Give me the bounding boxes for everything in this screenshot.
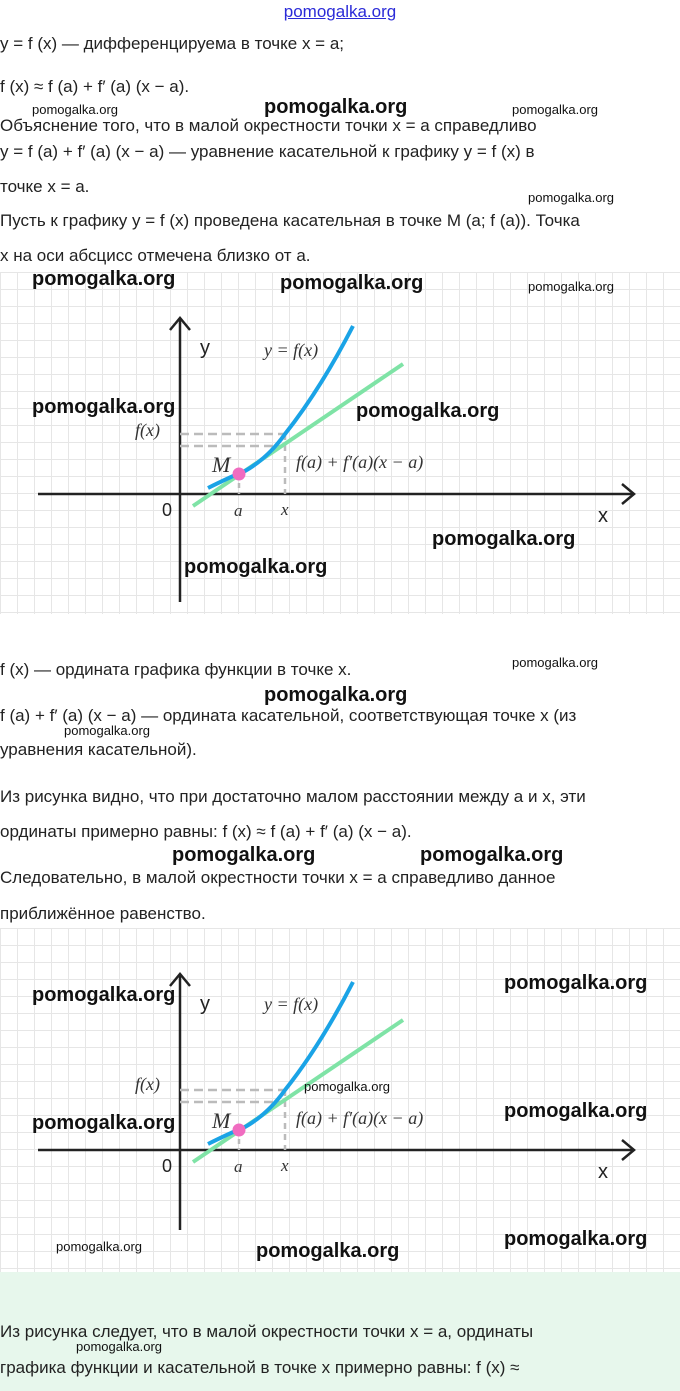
x-tick-label: x [281, 1156, 289, 1175]
watermark: pomogalka.org [76, 1339, 162, 1354]
curve-label: y = f(x) [264, 994, 319, 1014]
watermark: pomogalka.org [184, 556, 328, 578]
text-line-4: y = f (a) + f′ (a) (x − a) — уравнение касательной к графику y = f (x) в [0, 142, 535, 161]
watermark: pomogalka.org [64, 723, 150, 738]
graph-1 [0, 272, 680, 614]
x-axis-label: x [598, 505, 608, 527]
watermark: pomogalka.org [264, 684, 408, 706]
graph-1-svg [0, 272, 680, 614]
text-line-3: Объяснение того, что в малой окрестности точки x = a справедливо [0, 116, 537, 135]
a-tick-label: a [234, 1157, 243, 1176]
watermark: pomogalka.org [528, 190, 614, 205]
text-line-5: точке x = a. [0, 177, 90, 196]
text-line-11: Из рисунка видно, что при достаточно малом расстоянии между a и x, эти [0, 787, 586, 806]
text-line-6: Пусть к графику y = f (x) проведена касательная в точке M (a; f (a)). Точка [0, 211, 580, 230]
curve-label: y = f(x) [264, 340, 319, 360]
text-line-14: приближённое равенство. [0, 904, 206, 923]
watermark: pomogalka.org [504, 972, 648, 994]
watermark: pomogalka.org [172, 844, 316, 866]
watermark: pomogalka.org [32, 396, 176, 418]
watermark: pomogalka.org [304, 1079, 390, 1094]
point-m [233, 468, 246, 481]
watermark: pomogalka.org [264, 96, 408, 118]
fx-label: f(x) [135, 1074, 160, 1094]
watermark: pomogalka.org [32, 1112, 176, 1134]
text-line-12: ординаты примерно равны: f (x) ≈ f (a) + f′ (a) (x − a). [0, 822, 412, 841]
tangent-label: f(a) + f′(a)(x − a) [296, 1108, 424, 1128]
watermark: pomogalka.org [420, 844, 564, 866]
y-axis-label: y [200, 337, 210, 359]
text-line-16: графика функции и касательной в точке x примерно равны: f (x) ≈ [0, 1358, 520, 1377]
watermark: pomogalka.org [32, 102, 118, 117]
watermark: pomogalka.org [432, 528, 576, 550]
text-line-2: f (x) ≈ f (a) + f′ (a) (x − a). [0, 77, 190, 96]
watermark: pomogalka.org [256, 1240, 400, 1262]
origin-label: 0 [162, 500, 173, 520]
text-line-10: уравнения касательной). [0, 740, 197, 759]
point-m-label: M [212, 1108, 231, 1133]
text-line-9: f (a) + f′ (a) (x − a) — ордината касательной, соответствующая точке x (из [0, 706, 577, 725]
text-line-13: Следовательно, в малой окрестности точки x = a справедливо данное [0, 868, 556, 887]
watermark: pomogalka.org [32, 984, 176, 1006]
text-line-7: x на оси абсцисс отмечена близко от a. [0, 246, 311, 265]
x-axis-label: x [598, 1161, 608, 1183]
text-line-1: y = f (x) — дифференцируема в точке x = a; [0, 34, 345, 53]
watermark: pomogalka.org [504, 1100, 648, 1122]
text-line-15: Из рисунка следует, что в малой окрестности точки x = a, ординаты [0, 1322, 534, 1341]
watermark: pomogalka.org [356, 400, 500, 422]
watermark: pomogalka.org [504, 1228, 648, 1250]
site-link[interactable]: pomogalka.org [283, 2, 397, 21]
origin-label: 0 [162, 1156, 173, 1176]
watermark: pomogalka.org [56, 1239, 142, 1254]
watermark: pomogalka.org [512, 655, 598, 670]
tangent-label: f(a) + f′(a)(x − a) [296, 452, 424, 472]
point-m [233, 1124, 246, 1137]
fx-label: f(x) [135, 420, 160, 440]
x-tick-label: x [281, 500, 289, 519]
watermark: pomogalka.org [528, 279, 614, 294]
text-line-8: f (x) — ордината графика функции в точке x. [0, 660, 352, 679]
watermark: pomogalka.org [280, 272, 424, 294]
point-m-label: M [212, 452, 231, 477]
y-axis-label: y [200, 993, 210, 1015]
watermark: pomogalka.org [512, 102, 598, 117]
a-tick-label: a [234, 501, 243, 520]
watermark: pomogalka.org [32, 268, 176, 290]
